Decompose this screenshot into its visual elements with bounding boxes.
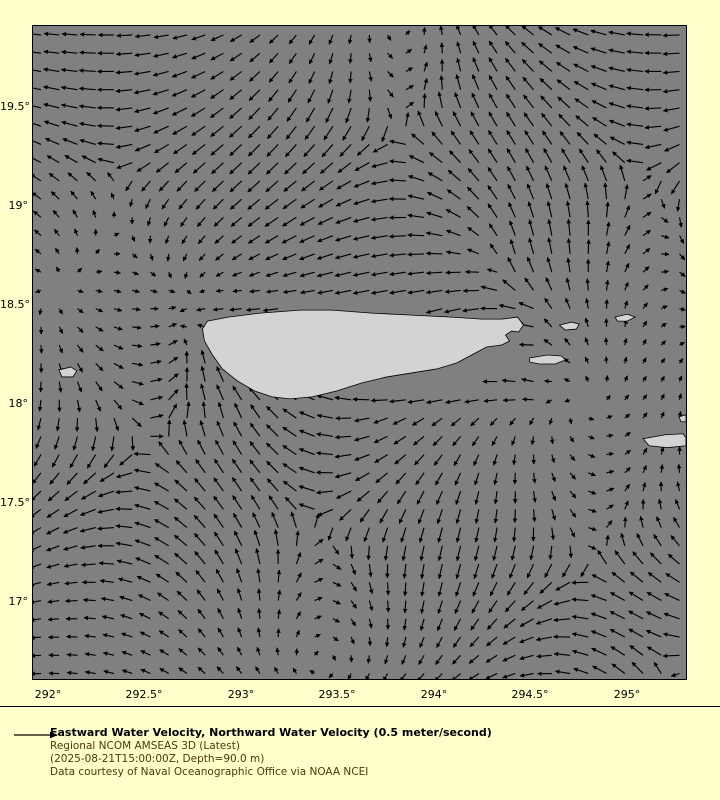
y-axis-label-19: 19°	[8, 199, 28, 212]
x-axis-label-292: 292°	[34, 688, 62, 701]
x-axis-label-295: 295°	[613, 688, 641, 701]
eastern-islands	[643, 434, 686, 448]
y-axis-label-19-5: 19.5°	[0, 100, 30, 113]
vieques-island	[529, 355, 565, 364]
x-axis-label-292-5: 292.5°	[125, 688, 163, 701]
islet-east-edge	[679, 415, 686, 422]
legend-panel	[0, 706, 720, 800]
legend-dataset-line: Regional NCOM AMSEAS 3D (Latest)	[50, 740, 240, 752]
small-island-northeast	[615, 314, 635, 321]
legend-time-depth-line: (2025-08-21T15:00:00Z, Depth=90.0 m)	[50, 753, 265, 765]
y-axis-label-18-5: 18.5°	[0, 298, 30, 311]
legend-credit-line: Data courtesy of Naval Oceanographic Office via NOAA NCEI	[50, 766, 369, 778]
x-axis-label-294: 294°	[420, 688, 448, 701]
y-axis-label-18: 18°	[8, 397, 28, 410]
land-polygons	[33, 26, 686, 679]
x-axis-label-294-5: 294.5°	[511, 688, 549, 701]
culebra-island	[559, 322, 579, 330]
x-axis-label-293-5: 293.5°	[318, 688, 356, 701]
y-axis-label-17-5: 17.5°	[0, 496, 30, 509]
puerto-rico-island	[202, 310, 523, 399]
x-axis-label-293: 293°	[227, 688, 255, 701]
legend-title: Eastward Water Velocity, Northward Water Velocity (0.5 meter/second)	[50, 726, 492, 739]
y-axis-label-17: 17°	[8, 595, 28, 608]
map-plot-area[interactable]	[32, 25, 687, 680]
mona-island	[59, 367, 77, 377]
